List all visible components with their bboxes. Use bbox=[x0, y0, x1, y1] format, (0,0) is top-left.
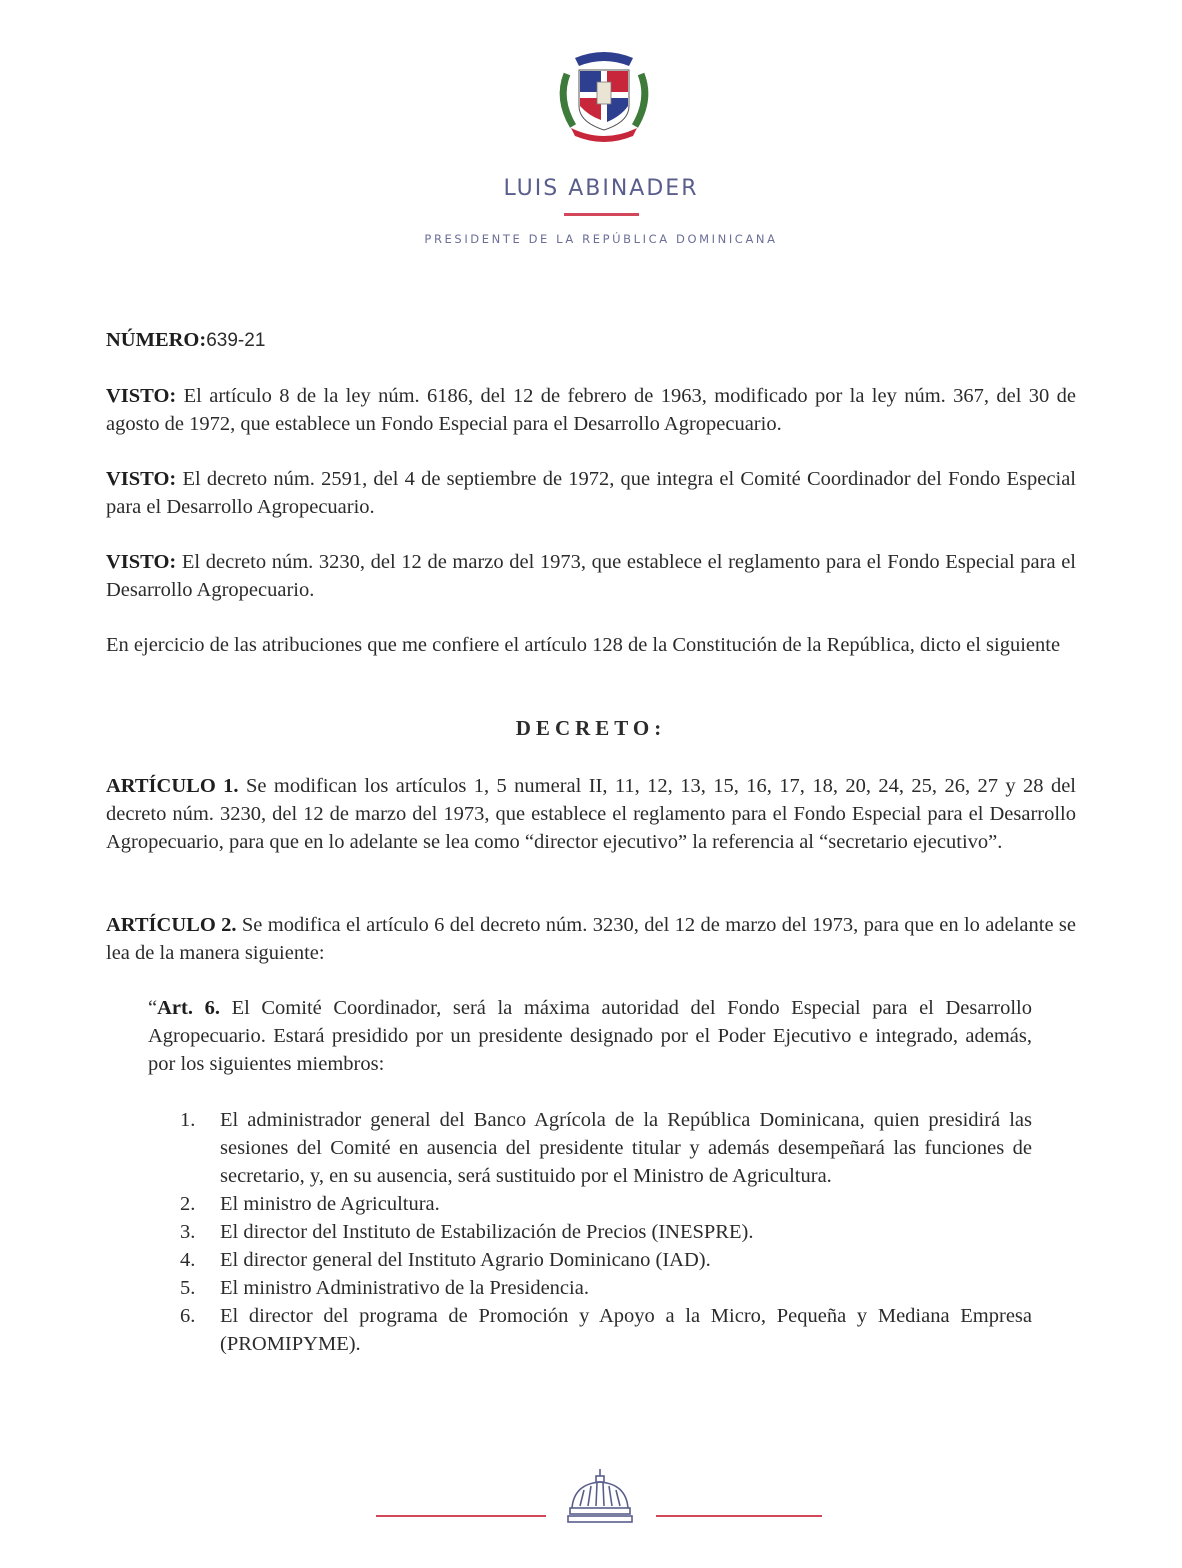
articulo-label: ARTÍCULO 2. bbox=[106, 914, 237, 936]
list-item bbox=[180, 1190, 1032, 1218]
list-text: El director del programa de Promoción y Apoyo a la Micro, Pequeña y Mediana Empresa (PROMIPYME). bbox=[220, 1305, 1032, 1355]
list-text: El director general del Instituto Agrario Dominicano (IAD). bbox=[220, 1249, 711, 1271]
visto-paragraph bbox=[106, 465, 1076, 521]
footer-rule-left bbox=[376, 1515, 546, 1517]
list-number: 1. bbox=[180, 1109, 196, 1131]
decree-number bbox=[106, 326, 1076, 355]
list-text: El administrador general del Banco Agrícola de la República Dominicana, quien presidirá las sesiones del Comité en ausencia del presidente titular y además desempeñará las funciones de secretario, y, en su ausencia, será sustituido por el Ministro de Agricultura. bbox=[220, 1109, 1032, 1187]
list-number: 3. bbox=[180, 1221, 196, 1243]
footer-rule-right bbox=[656, 1515, 822, 1517]
decreto-heading: DECRETO: bbox=[515, 716, 667, 740]
president-name: LUIS ABINADER bbox=[503, 176, 699, 201]
visto-text: El decreto núm. 3230, del 12 de marzo del 1973, que establece el reglamento para el Fondo Especial para el Desarrollo Agropecuario. bbox=[106, 551, 1077, 601]
quote-mark: “ bbox=[148, 997, 158, 1019]
national-palace-dome-icon bbox=[566, 1468, 634, 1526]
members-list bbox=[180, 1106, 1032, 1358]
articulo-text: Se modifican los artículos 1, 5 numeral II, 11, 12, 13, 15, 16, 17, 18, 20, 24, 25, 26, 27 y 28 del decreto núm. 3230, del 12 de marzo del 1973, que establece el reglamento para el Fondo Especial para el Desarrollo Agropecuario, para que en lo adelante se lea como “director ejecutivo” la referencia al “secretario ejecutivo”. bbox=[106, 775, 1076, 853]
visto-text: El decreto núm. 2591, del 4 de septiembre de 1972, que integra el Comité Coordinador del Fondo Especial para el Desarrollo Agropecuario. bbox=[106, 468, 1076, 518]
list-text: El ministro de Agricultura. bbox=[220, 1193, 440, 1215]
quote-text: El Comité Coordinador, será la máxima autoridad del Fondo Especial para el Desarrollo Agropecuario. Estará presidido por un presidente designado por el Poder Ejecutivo e integrado, además, por los siguientes miembros: bbox=[148, 997, 1033, 1075]
visto-paragraph bbox=[106, 548, 1076, 604]
name-underline bbox=[564, 213, 639, 216]
ejercicio-paragraph: En ejercicio de las atribuciones que me confiere el artículo 128 de la Constitución de la República, dicto el siguiente bbox=[106, 634, 1061, 656]
articulo-text: Se modifica el artículo 6 del decreto núm. 3230, del 12 de marzo del 1973, para que en lo adelante se lea de la manera siguiente: bbox=[106, 914, 1077, 964]
list-number: 5. bbox=[180, 1277, 196, 1299]
list-text: El ministro Administrativo de la Presidencia. bbox=[220, 1277, 589, 1299]
visto-text: El artículo 8 de la ley núm. 6186, del 12 de febrero de 1963, modificado por la ley núm. 367, del 30 de agosto de 1972, que establece un Fondo Especial para el Desarrollo Agropecuario. bbox=[106, 385, 1077, 435]
list-number: 2. bbox=[180, 1193, 196, 1215]
president-title: PRESIDENTE DE LA REPÚBLICA DOMINICANA bbox=[424, 232, 778, 246]
articulo-paragraph bbox=[106, 911, 1076, 967]
visto-paragraph bbox=[106, 382, 1076, 438]
articulo-label: ARTÍCULO 1. bbox=[106, 775, 239, 797]
numero-value: 639-21 bbox=[206, 330, 266, 351]
list-item bbox=[180, 1246, 1032, 1274]
list-item bbox=[180, 1274, 1032, 1302]
list-number: 4. bbox=[180, 1249, 196, 1271]
articulo-paragraph bbox=[106, 772, 1076, 856]
quote-label: Art. 6. bbox=[157, 997, 220, 1019]
list-text: El director del Instituto de Estabilización de Precios (INESPRE). bbox=[220, 1221, 754, 1243]
list-item bbox=[180, 1218, 1032, 1246]
visto-label: VISTO: bbox=[106, 385, 177, 407]
list-item bbox=[180, 1106, 1032, 1190]
visto-label: VISTO: bbox=[106, 551, 177, 573]
list-item bbox=[180, 1302, 1032, 1358]
visto-label: VISTO: bbox=[106, 468, 177, 490]
quoted-article bbox=[148, 994, 1032, 1078]
numero-label: NÚMERO: bbox=[106, 329, 207, 351]
list-number: 6. bbox=[180, 1305, 196, 1327]
coat-of-arms-icon bbox=[553, 44, 655, 146]
